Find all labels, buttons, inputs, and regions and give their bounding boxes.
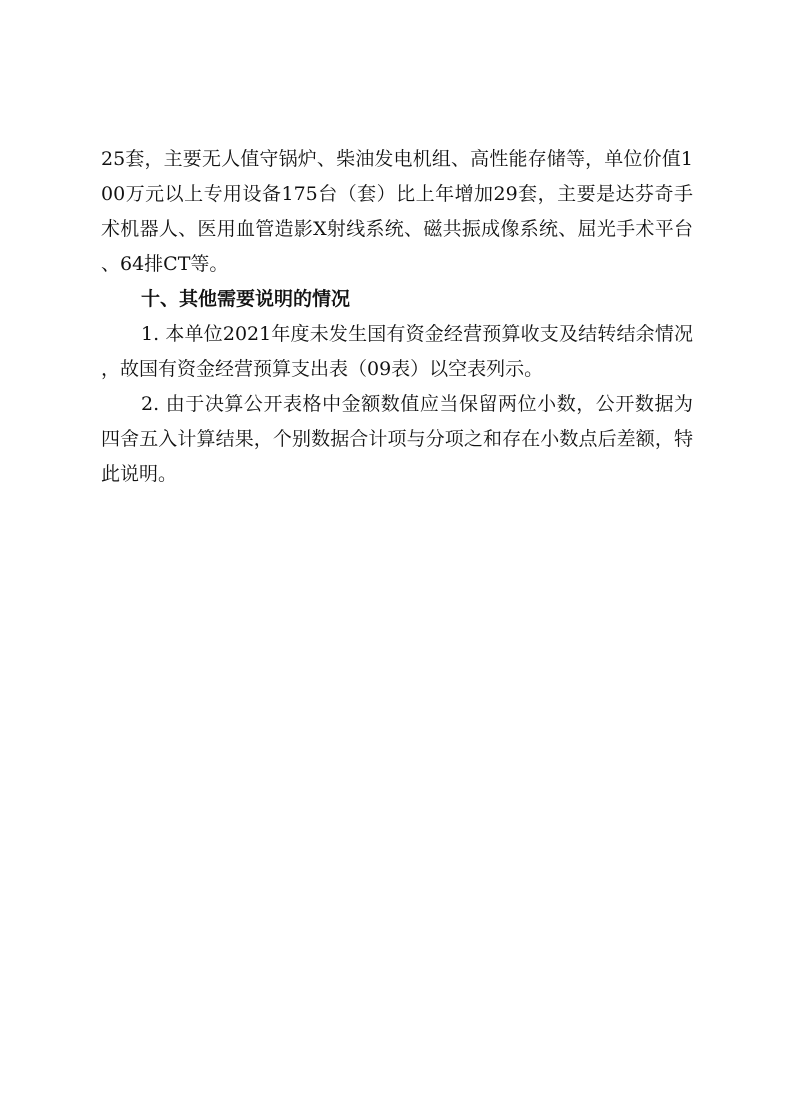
section-heading: 十、其他需要说明的情况 bbox=[141, 288, 351, 310]
note-paragraph-2: 2. 由于决算公开表格中金额数值应当保留两位小数，公开数据为四舍五入计算结果，个别数据合计项与分项之和存在小数点后差额，特此说明。 bbox=[101, 393, 693, 485]
document-body bbox=[101, 142, 693, 492]
note-paragraph-1: 1. 本单位2021年度未发生国有资金经营预算收支及结转结余情况，故国有资金经营预算支出表（09表）以空表列示。 bbox=[101, 323, 693, 380]
continued-paragraph: 25套，主要无人值守锅炉、柴油发电机组、高性能存储等，单位价值100万元以上专用设备175台（套）比上年增加29套，主要是达芬奇手术机器人、医用血管造影X射线系统、磁共振成像系统、屈光手术平台、64排CT等。 bbox=[101, 148, 693, 275]
